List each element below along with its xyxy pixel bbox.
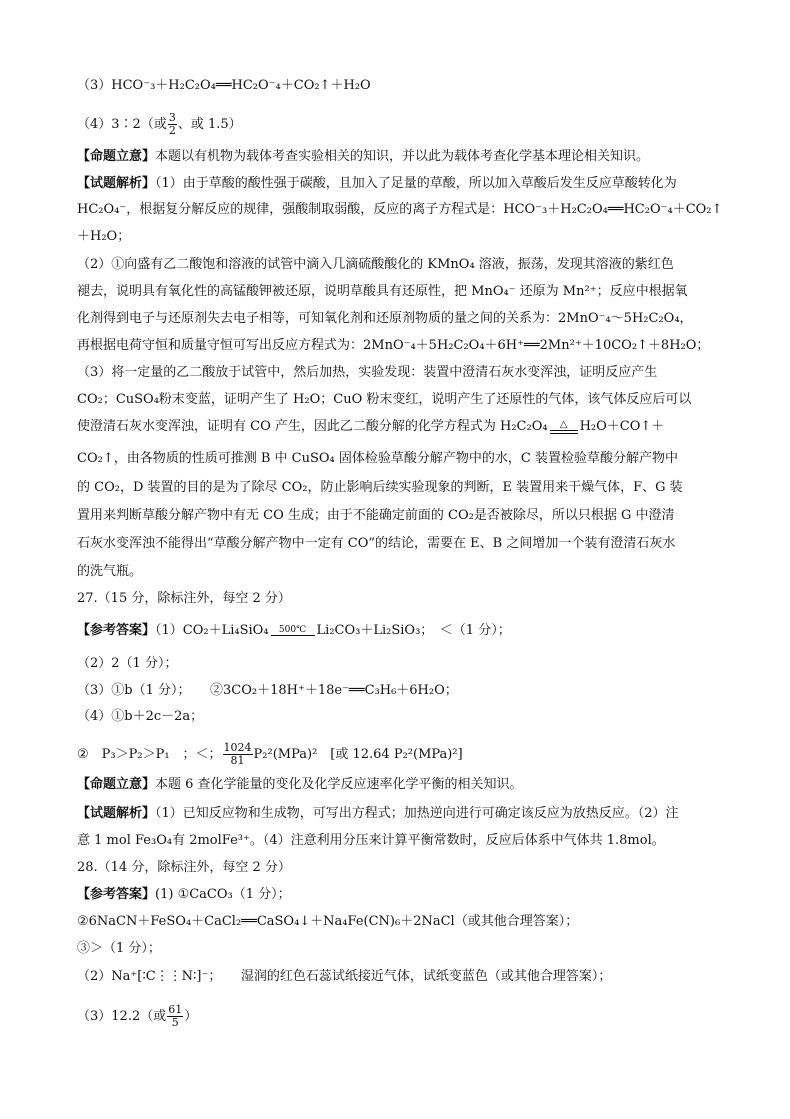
- reaction-condition: [271, 625, 315, 636]
- question-28-header: [77, 859, 720, 877]
- section-tag: 【命题立意】: [77, 777, 156, 792]
- answer-4-line: [77, 112, 720, 137]
- analysis-line-4: [77, 256, 720, 274]
- analysis-line-6: [77, 310, 720, 328]
- q28-answer-line-2: [77, 913, 720, 931]
- text: 本题以有机物为载体考查实验相关的知识，并以此为载体考查化学基本理论相关知识。: [155, 149, 650, 164]
- text: （1）已知反应物和生成物，可写出方程式；加热逆向进行可确定该反应为放热反应。（2）注: [155, 806, 679, 821]
- analysis-line-13: [77, 507, 720, 525]
- text: 本题 6 查化学能量的变化及化学反应速率化学平衡的相关知识。: [155, 777, 523, 792]
- analysis-line-12: [77, 479, 720, 497]
- section-tag: 【参考答案】: [77, 623, 156, 638]
- section-tag: 【参考答案】: [77, 887, 156, 902]
- text: 的洗气瓶。: [77, 564, 143, 579]
- denominator: 5: [171, 1016, 179, 1029]
- reaction-arrow: [271, 635, 315, 636]
- text: 27.（15 分，除标注外，每空 2 分）: [77, 591, 291, 606]
- heat-symbol: △: [559, 418, 568, 430]
- analysis-line-10: [77, 418, 720, 436]
- text: 再根据电荷守恒和质量守恒可写出反应方程式为：2MnO⁻₄＋5H₂C₂O₄＋6H⁺══2Mn²⁺＋10CO₂↑＋8H₂O；: [77, 338, 710, 353]
- text: 置用来判断草酸分解产物中有无 CO 生成；由于不能确定前面的 CO₂是否被除尽，所以只根据 G 中澄清: [77, 508, 675, 523]
- q27-answer-line-1: [77, 622, 720, 640]
- heating-condition: [550, 420, 578, 434]
- text: （3）①b（1 分）； ②3CO₂＋18H⁺＋18e⁻══C₃H₆＋6H₂O；: [77, 683, 458, 698]
- text: 28.（14 分，除标注外，每空 2 分）: [77, 860, 291, 875]
- text: （2）Na⁺[∶C⋮⋮N∶]⁻； 湿润的红色石蕊试纸接近气体，试纸变蓝色（或其他合理答案）；: [77, 969, 612, 984]
- text: 使澄清石灰水变浑浊，证明有 CO 产生，因此乙二酸分解的化学方程式为 H₂C₂O₄: [77, 419, 548, 434]
- analysis-line-3: [77, 228, 720, 246]
- analysis-line-14: [77, 535, 720, 553]
- text: Li₂CO₃＋Li₂SiO₃； ＜（1 分）；: [316, 623, 511, 638]
- analysis-line-2: [77, 201, 723, 219]
- text: （2）2（1 分）；: [77, 656, 178, 671]
- text: 褪去，说明具有氧化性的高锰酸钾被还原，说明草酸具有还原性，把 MnO₄⁻ 还原为 Mn²⁺；反应中根据氧: [77, 284, 688, 299]
- q27-intent: [77, 776, 720, 794]
- text: 化剂得到电子与还原剂失去电子相等，可知氧化剂和还原剂物质的量之间的关系为：2MnO⁻₄～5H₂C₂O₄，: [77, 311, 693, 326]
- q27-analysis-line-2: [77, 832, 720, 850]
- section-tag: 【命题立意】: [77, 149, 156, 164]
- numerator: 3: [168, 111, 176, 124]
- denominator: 2: [168, 124, 176, 137]
- text: P₂²(MPa)² [或 12.64 P₂²(MPa)²]: [253, 747, 463, 762]
- text: ＋H₂O；: [77, 229, 131, 244]
- analysis-line-11: [77, 450, 720, 468]
- text: (1) ①CaCO₃（1 分）；: [155, 887, 291, 902]
- fraction: [168, 112, 177, 137]
- q28-answer-line-1: [77, 886, 720, 904]
- text: （4）3∶2（或: [77, 117, 167, 132]
- text: 意 1 mol Fe₃O₄有 2molFe³⁺。（4）注意利用分压来计算平衡常数时，反应后体系中气体共 1.8mol。: [77, 833, 665, 848]
- text: ②6NaCN＋FeSO₄＋CaCl₂══CaSO₄↓＋Na₄Fe(CN)₆＋2NaCl（或其他合理答案）；: [77, 914, 579, 929]
- section-tag: 【试题解析】: [77, 806, 156, 821]
- text: （3）HCO⁻₃＋H₂C₂O₄══HC₂O⁻₄＋CO₂↑＋H₂O: [77, 78, 371, 93]
- text: ② P₃＞P₂＞P₁ ；＜；: [77, 747, 222, 762]
- text: （2）①向盛有乙二酸饱和溶液的试管中滴入几滴硫酸酸化的 KMnO₄ 溶液，振荡，发现其溶液的紫红色: [77, 257, 674, 272]
- text: 的 CO₂，D 装置的目的是为了除尽 CO₂，防止影响后续实验现象的判断，E 装置用来干燥气体，F、G 装: [77, 480, 683, 495]
- text: （3）12.2（或: [77, 1009, 167, 1024]
- text: 石灰水变浑浊不能得出“草酸分解产物中一定有 CO”的结论，需要在 E、B 之间增加一个装有澄清石灰水: [77, 536, 676, 551]
- analysis-line-8: [77, 364, 720, 382]
- numerator: 1024: [223, 741, 252, 754]
- q27-answer-line-2: [77, 655, 720, 673]
- text: 、或 1.5）: [177, 117, 242, 132]
- q28-answer-line-4: [77, 968, 720, 986]
- fraction: [223, 742, 253, 767]
- analysis-line-7: [77, 337, 720, 355]
- equals-bar: [550, 430, 578, 431]
- text: （3）将一定量的乙二酸放于试管中，然后加热，实验发现：装置中澄清石灰水变浑浊，证明反应产生: [77, 365, 658, 380]
- text: CO₂↑，由各物质的性质可推测 B 中 CuSO₄ 固体检验草酸分解产物中的水，C 装置检验草酸分解产物中: [77, 451, 678, 466]
- q27-answer-line-4: [77, 708, 720, 726]
- analysis-line-15: [77, 563, 720, 581]
- q28-answer-line-3: [77, 940, 720, 958]
- numerator: 61: [168, 1003, 183, 1016]
- text: CO₂；CuSO₄粉末变蓝，证明产生了 H₂O；CuO 粉末变红，说明产生了还原性的气体，该气体反应后可以: [77, 392, 692, 407]
- analysis-line-1: [77, 175, 720, 193]
- question-27-header: [77, 590, 720, 608]
- q27-answer-line-5: [77, 742, 720, 767]
- q27-analysis-line-1: [77, 805, 720, 823]
- denominator: 81: [230, 754, 245, 767]
- q27-answer-line-3: [77, 682, 720, 700]
- text: （1）CO₂＋Li₄SiO₄: [155, 623, 269, 638]
- q28-answer-line-5: [77, 1004, 720, 1029]
- text: HC₂O₄⁻，根据复分解反应的规律，强酸制取弱酸，反应的离子方程式是：HCO⁻₃＋H₂C₂O₄══HC₂O⁻₄＋CO₂↑: [77, 202, 723, 217]
- analysis-line-9: [77, 391, 720, 409]
- condition-text: 500℃: [278, 625, 307, 635]
- text: H₂O＋CO↑＋: [579, 419, 665, 434]
- analysis-line-5: [77, 283, 720, 301]
- text: ）: [184, 1009, 198, 1024]
- intent-line-1: [77, 148, 720, 166]
- answer-3-line: [77, 77, 720, 95]
- section-tag: 【试题解析】: [77, 176, 156, 191]
- fraction: [167, 1004, 183, 1029]
- equals-bar: [550, 433, 578, 434]
- text: （1）由于草酸的酸性强于碳酸，且加入了足量的草酸，所以加入草酸后发生反应草酸转化为: [155, 176, 677, 191]
- text: （4）①b＋2c－2a；: [77, 709, 204, 724]
- text: ③＞（1 分）；: [77, 941, 161, 956]
